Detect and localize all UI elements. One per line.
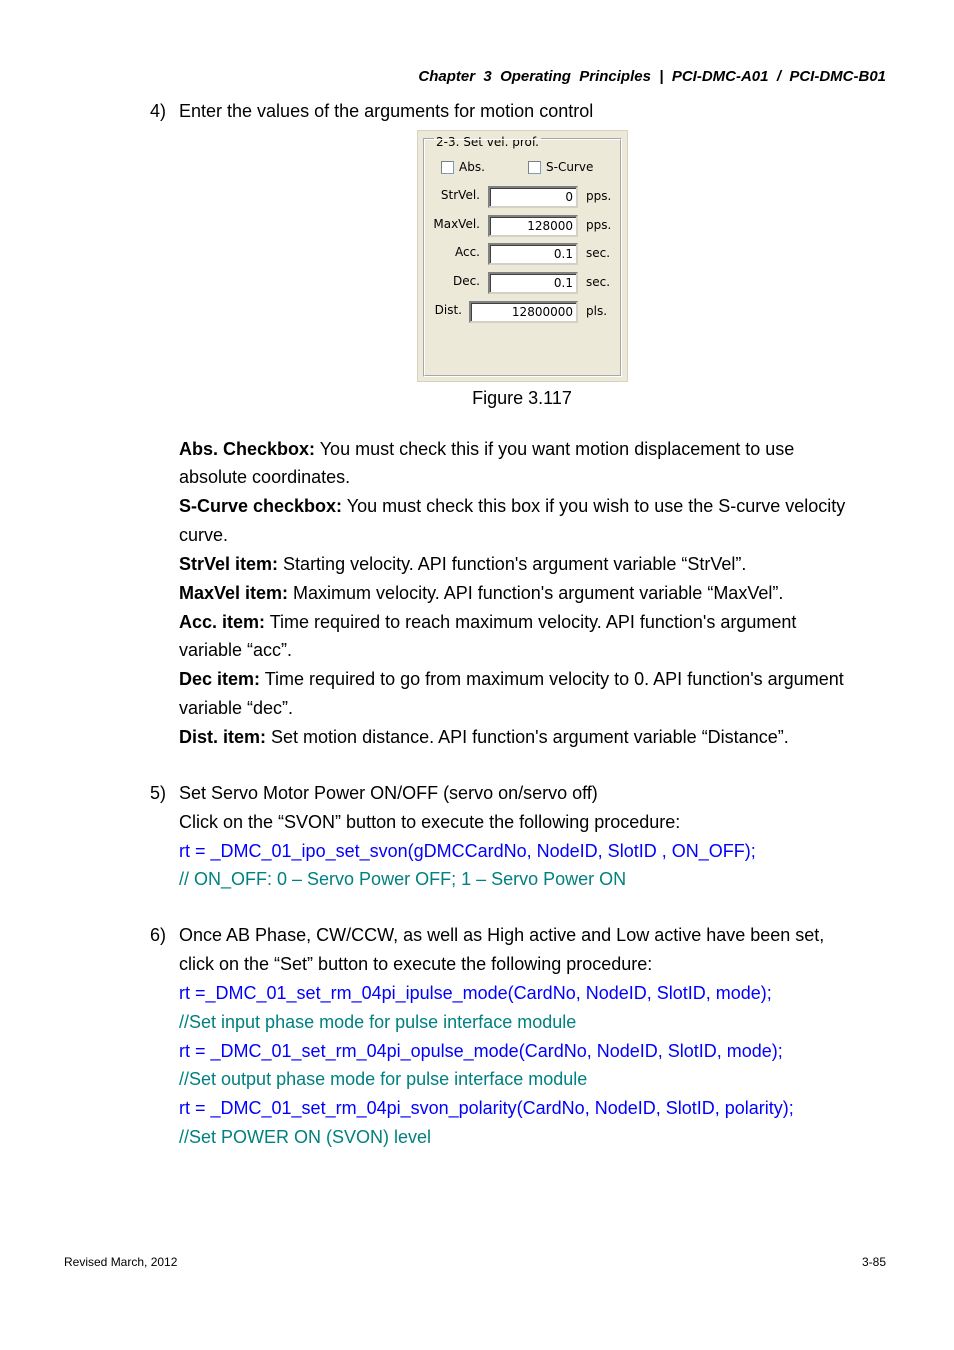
step-number: 5) bbox=[150, 783, 167, 803]
term: Dist. item: bbox=[179, 727, 267, 747]
step-text: Click on the “SVON” button to execute the following procedure: bbox=[179, 812, 681, 832]
term: S-Curve checkbox: bbox=[179, 496, 343, 516]
dec-desc-cont: variable “dec”. bbox=[179, 698, 294, 718]
term: Dec item: bbox=[179, 669, 261, 689]
dist-input[interactable]: 12800000 bbox=[469, 301, 578, 323]
strvel-label: StrVel. bbox=[440, 188, 480, 202]
desc-text: Set motion distance. API function's argument variable “Distance”. bbox=[266, 727, 789, 747]
acc-unit: sec. bbox=[586, 246, 611, 260]
desc-text: Time required to go from maximum velocity to 0. API function's argument bbox=[260, 669, 844, 689]
dist-desc bbox=[179, 726, 789, 748]
maxvel-unit: pps. bbox=[586, 218, 612, 232]
scurve-desc bbox=[179, 495, 845, 517]
term: Acc. item: bbox=[179, 612, 266, 632]
code-comment: //Set POWER ON (SVON) level bbox=[179, 1127, 432, 1147]
step-text: click on the “Set” button to execute the following procedure: bbox=[179, 954, 653, 974]
acc-label: Acc. bbox=[454, 245, 480, 259]
code-line: rt =_DMC_01_set_rm_04pi_ipulse_mode(CardNo, NodeID, SlotID, mode); bbox=[179, 983, 772, 1003]
term: MaxVel item: bbox=[179, 583, 289, 603]
dec-desc bbox=[179, 668, 844, 690]
strvel-input[interactable]: 0 bbox=[488, 186, 578, 208]
desc-text: Starting velocity. API function's argument variable “StrVel”. bbox=[278, 554, 747, 574]
step-text: Once AB Phase, CW/CCW, as well as High active and Low active have been set, bbox=[179, 925, 825, 945]
figure-caption: Figure 3.117 bbox=[472, 388, 572, 408]
code-line: rt = _DMC_01_ipo_set_svon(gDMCCardNo, NodeID, SlotID , ON_OFF); bbox=[179, 841, 756, 861]
dec-label: Dec. bbox=[452, 274, 480, 288]
maxvel-desc bbox=[179, 582, 783, 604]
desc-text: Time required to reach maximum velocity. API function's argument bbox=[265, 612, 797, 632]
checkbox-box[interactable] bbox=[441, 161, 454, 174]
dist-label: Dist. bbox=[434, 303, 462, 317]
abs-label: Abs. bbox=[459, 160, 485, 174]
code-comment: // ON_OFF: 0 – Servo Power OFF; 1 – Servo Power ON bbox=[179, 869, 627, 889]
strvel-desc bbox=[179, 553, 746, 575]
abs-desc-cont: absolute coordinates. bbox=[179, 467, 351, 487]
code-line: rt = _DMC_01_set_rm_04pi_svon_polarity(CardNo, NodeID, SlotID, polarity); bbox=[179, 1098, 794, 1118]
scurve-checkbox[interactable] bbox=[528, 160, 593, 174]
footer-revision: Revised March, 2012 bbox=[64, 1255, 178, 1269]
velocity-profile-dialog bbox=[417, 130, 628, 382]
code-comment: //Set output phase mode for pulse interface module bbox=[179, 1069, 588, 1089]
abs-checkbox[interactable] bbox=[441, 160, 485, 174]
code-comment: //Set input phase mode for pulse interface module bbox=[179, 1012, 577, 1032]
term: StrVel item: bbox=[179, 554, 279, 574]
acc-input[interactable]: 0.1 bbox=[488, 243, 578, 265]
checkbox-box[interactable] bbox=[528, 161, 541, 174]
scurve-label: S-Curve bbox=[546, 160, 594, 174]
desc-text: You must check this if you want motion displacement to use bbox=[315, 439, 795, 459]
maxvel-input[interactable]: 128000 bbox=[488, 215, 578, 237]
group-title: 2-3. Set vel. prof. bbox=[436, 135, 539, 149]
strvel-unit: pps. bbox=[586, 189, 612, 203]
page-number: 3-85 bbox=[861, 1255, 886, 1269]
desc-text: Maximum velocity. API function's argument variable “MaxVel”. bbox=[288, 583, 784, 603]
dec-input[interactable]: 0.1 bbox=[488, 272, 578, 294]
dec-unit: sec. bbox=[586, 275, 611, 289]
term: Abs. Checkbox: bbox=[179, 439, 316, 459]
maxvel-label: MaxVel. bbox=[433, 217, 480, 231]
acc-desc-cont: variable “acc”. bbox=[179, 640, 293, 660]
step-number: 6) bbox=[150, 925, 167, 945]
scurve-desc-cont: curve. bbox=[179, 525, 229, 545]
page-header: Chapter 3 Operating Principles | PCI-DMC-A01 / PCI-DMC-B01 bbox=[418, 68, 886, 85]
abs-desc bbox=[179, 438, 794, 460]
code-line: rt = _DMC_01_set_rm_04pi_opulse_mode(CardNo, NodeID, SlotID, mode); bbox=[179, 1041, 783, 1061]
step-text: Set Servo Motor Power ON/OFF (servo on/servo off) bbox=[179, 783, 598, 803]
desc-text: You must check this box if you wish to use the S-curve velocity bbox=[342, 496, 846, 516]
step-number: 4) bbox=[150, 101, 167, 121]
acc-desc bbox=[179, 611, 796, 633]
dist-unit: pls. bbox=[586, 304, 608, 318]
step-text: Enter the values of the arguments for motion control bbox=[179, 101, 594, 121]
